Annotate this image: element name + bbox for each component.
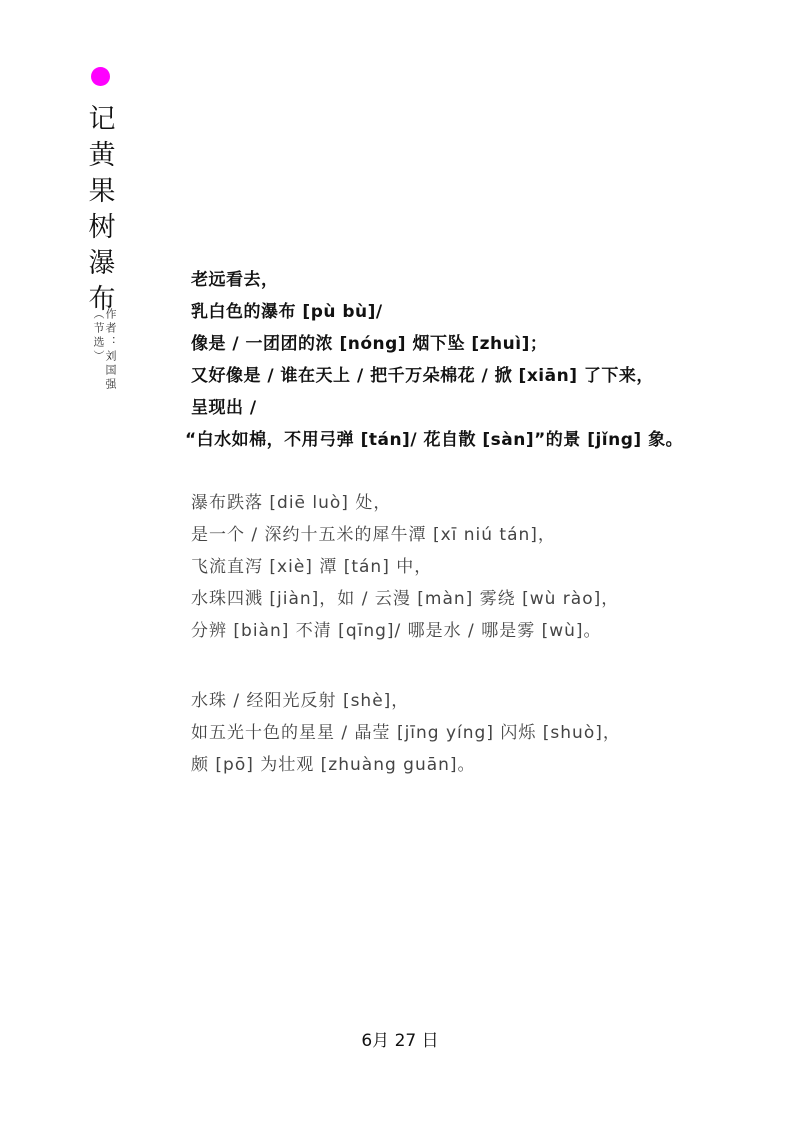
poem-line: 老远看去， [191,270,279,290]
title-char: 记 [88,104,116,135]
poem-line: 水珠四溅 [jiàn]，如 / 云漫 [màn] 雾绕 [wù rào]， [191,589,620,609]
author-credit: 作者：刘国强 [104,308,117,392]
poem-line: 乳白色的瀑布 [pù bù]/ [191,302,383,322]
title-char: 布 [88,284,116,315]
title-char: 树 [88,212,116,243]
poem-line: 颇 [pō] 为壮观 [zhuàng guān]。 [191,755,476,775]
poem-line: 水珠 / 经阳光反射 [shè]， [191,691,410,711]
poem-line: “白水如棉，不用弓弹 [tán]/ 花自散 [sàn]”的景 [jǐng] 象。 [185,430,684,450]
stanza-2 [191,487,781,647]
poem-line: 分辨 [biàn] 不清 [qīng]/ 哪是水 / 哪是雾 [wù]。 [191,621,602,641]
poem-line: 是一个 / 深约十五米的犀牛潭 [xī niú tán]， [191,525,556,545]
subtitle-block [92,308,116,392]
poem-line: 瀑布跌落 [diē luò] 处， [191,493,392,513]
stanza-1 [185,264,781,456]
accent-dot [91,67,110,86]
vertical-title [86,102,118,318]
poem-line: 如五光十色的星星 / 晶莹 [jīng yíng] 闪烁 [shuò]， [191,723,621,743]
excerpt-note: （节选） [92,308,105,364]
poem-line: 呈现出 / [191,398,257,418]
poem-line: 像是 / 一团团的浓 [nóng] 烟下坠 [zhuì]； [191,334,548,354]
title-char: 瀑 [88,248,116,279]
poem-line: 又好像是 / 谁在天上 / 把千万朵棉花 / 掀 [xiān] 了下来， [191,366,654,386]
title-char: 果 [88,176,116,207]
date-footer: 6月 27 日 [361,1031,439,1051]
stanza-3 [191,685,781,781]
title-char: 黄 [88,140,116,171]
poem-line: 飞流直泻 [xiè] 潭 [tán] 中， [191,557,433,577]
